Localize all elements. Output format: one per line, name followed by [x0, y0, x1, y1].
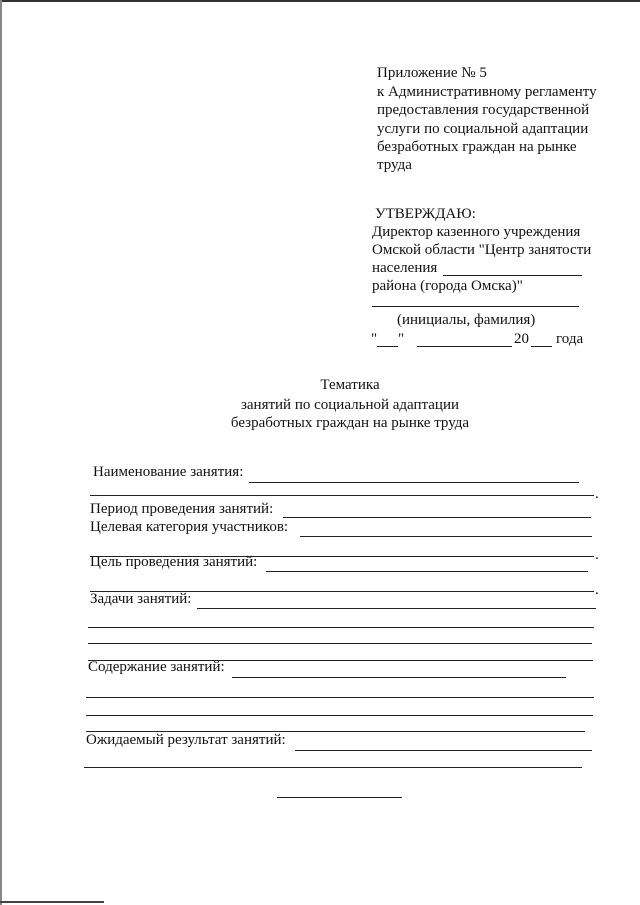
content-field-line-2: [86, 697, 594, 698]
name-period-mark: .: [595, 486, 599, 502]
result-field-line-2: [84, 767, 582, 768]
tasks-field-line-2: [88, 627, 594, 628]
approval-line-1: Директор казенного учреждения: [372, 224, 581, 240]
date-suffix: года: [556, 331, 584, 347]
date-quote-close: ": [398, 331, 405, 347]
goal-field-line: [266, 571, 588, 572]
appendix-line-1: Приложение № 5: [377, 65, 487, 81]
scan-edge-left: [0, 0, 2, 905]
date-year-prefix: 20: [514, 331, 529, 347]
tasks-label: Задачи занятий:: [90, 591, 192, 607]
appendix-line-5: безработных граждан на рынке: [377, 139, 577, 155]
approval-heading: УТВЕРЖДАЮ:: [375, 206, 476, 222]
tasks-field-line: [197, 608, 596, 609]
title-line-1: Тематика: [320, 377, 380, 393]
approval-line-3: населения: [372, 260, 438, 276]
result-label: Ожидаемый результат занятий:: [86, 732, 286, 748]
approval-line-4: района (города Омска)": [372, 278, 523, 294]
category-label: Целевая категория участников:: [90, 519, 289, 535]
signature-blank-line: [372, 306, 579, 307]
scan-edge-bottom: [0, 901, 104, 903]
approval-line-2: Омской области "Центр занятости: [372, 242, 592, 258]
date-day-blank: [377, 346, 398, 347]
name-field-line: [249, 482, 579, 483]
initials-caption: (инициалы, фамилия): [397, 312, 536, 328]
content-label: Содержание занятий:: [88, 659, 225, 675]
date-quote-open: ": [371, 331, 378, 347]
date-year-blank: [531, 346, 552, 347]
content-field-line: [232, 677, 566, 678]
appendix-line-6: труда: [377, 157, 412, 173]
goal-period-mark: .: [595, 582, 599, 598]
content-field-line-3: [86, 715, 593, 716]
name-label: Наименование занятия:: [93, 464, 244, 480]
period-label: Период проведения занятий:: [90, 501, 274, 517]
appendix-line-3: предоставления государственной: [377, 102, 590, 118]
closing-separator-line: [277, 797, 402, 798]
category-field-line: [300, 536, 592, 537]
name-field-line-2: [90, 495, 594, 496]
result-field-line: [295, 750, 592, 751]
title-line-2: занятий по социальной адаптации: [240, 397, 460, 413]
period-field-line: [283, 517, 591, 518]
title-line-3: безработных граждан на рынке труда: [230, 415, 470, 431]
scan-edge-top: [0, 0, 640, 2]
appendix-line-2: к Административному регламенту: [377, 84, 597, 100]
goal-label: Цель проведения занятий:: [90, 554, 258, 570]
tasks-field-line-3: [88, 643, 592, 644]
category-period-mark: .: [595, 547, 599, 563]
date-month-blank: [417, 346, 512, 347]
district-blank-line: [443, 275, 582, 276]
appendix-line-4: услуги по социальной адаптации: [377, 121, 589, 137]
